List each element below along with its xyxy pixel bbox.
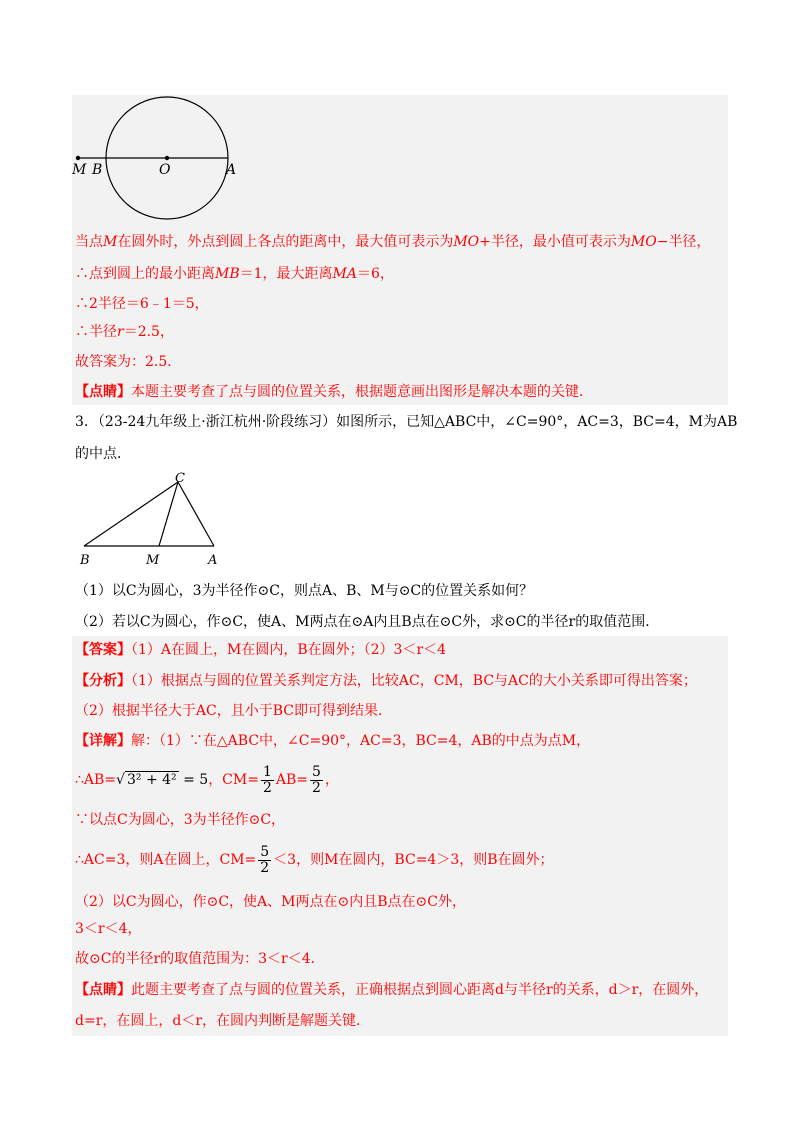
triangle-figure <box>76 468 236 570</box>
label-C: C <box>175 471 185 486</box>
circle-figure <box>68 95 268 225</box>
q3-stem-line1: 3．（23-24九年级上·浙江杭州·阶段练习）如图所示，已知△ABC中，∠C=90°，AC=3，BC=4，M为AB <box>75 414 738 430</box>
sol2-line2: ∴点到圆上的最小距离MB＝1，最大距离MA＝6， <box>75 266 394 282</box>
sol3-answer: 【答案】（1）A在圆上，M在圆内，B在圆外；（2）3＜r＜4 <box>75 642 447 658</box>
sol3-analysis1: 【分析】（1）根据点与圆的位置关系判定方法，比较AC，CM，BC与AC的大小关系即可得出答案； <box>75 673 697 689</box>
label-B: B <box>92 162 103 178</box>
label-A: A <box>208 553 218 568</box>
sol3-detail1: 【详解】解：（1）∵在△ABC中，∠C=90°，AC=3，BC=4，AB的中点为点M， <box>75 733 591 749</box>
solution-3-background <box>72 636 728 1036</box>
q3-stem-line2: 的中点． <box>75 446 131 462</box>
sol3-part2-line2: 3＜r＜4， <box>75 921 142 937</box>
sol2-line1: 当点M在圆外时，外点到圆上各点的距离中，最大值可表示为MO+半径，最小值可表示为MO−半径， <box>75 234 711 250</box>
sol2-line5: 故答案为：2.5． <box>75 354 182 370</box>
sol2-line3: ∴2半径＝6﹣1＝5， <box>75 296 209 312</box>
sol3-analysis2: （2）根据半径大于AC，且小于BC即可得到结果． <box>75 703 392 719</box>
label-O: O <box>159 162 171 178</box>
sol3-because: ∵以点C为圆心，3为半径作⊙C， <box>75 812 286 828</box>
q3-part2: （2）若以C为圆心，作⊙C，使A、M两点在⊙A内且B点在⊙C外，求⊙C的半径r的取值范围． <box>75 614 660 630</box>
side-CA <box>178 482 214 546</box>
side-BC <box>84 482 178 546</box>
label-M: M <box>146 553 160 568</box>
sol3-ac-line: ∴AC=3，则A在圆上，CM= $\frac{5}{2}$ ＜3，则M在圆内，BC=4＞3，则B在圆外； <box>75 843 554 876</box>
label-B: B <box>80 553 90 568</box>
sol3-part2-line1: （2）以C为圆心，作⊙C，使A、M两点在⊙内且B点在⊙C外， <box>75 894 466 910</box>
median-CM <box>159 482 178 546</box>
sol2-dianjing: 【点睛】本题主要考查了点与圆的位置关系，根据题意画出图形是解决本题的关键． <box>75 384 593 400</box>
label-A: A <box>226 162 237 178</box>
sol3-ab-line: ∴AB=√ 3² + 4² = 5，CM= $\frac{1}{2}$ AB= $\frac{5}{2}$ ， <box>75 763 339 796</box>
sol2-line4: ∴半径r＝2.5， <box>75 324 174 340</box>
label-M: M <box>72 162 87 178</box>
sol3-dianjing1: 【点睛】此题主要考查了点与圆的位置关系，正确根据点到圆心距离d与半径r的关系，d＞r，在圆外， <box>75 982 709 998</box>
point-M <box>76 156 80 160</box>
q3-part1: （1）以C为圆心，3为半径作⊙C，则点A、B、M与⊙C的位置关系如何？ <box>75 583 534 599</box>
point-O <box>165 156 169 160</box>
sol3-part2-line3: 故⊙C的半径r的取值范围为：3＜r＜4． <box>75 951 325 967</box>
sol3-dianjing2: d=r，在圆上，d＜r，在圆内判断是解题关键． <box>75 1013 371 1029</box>
